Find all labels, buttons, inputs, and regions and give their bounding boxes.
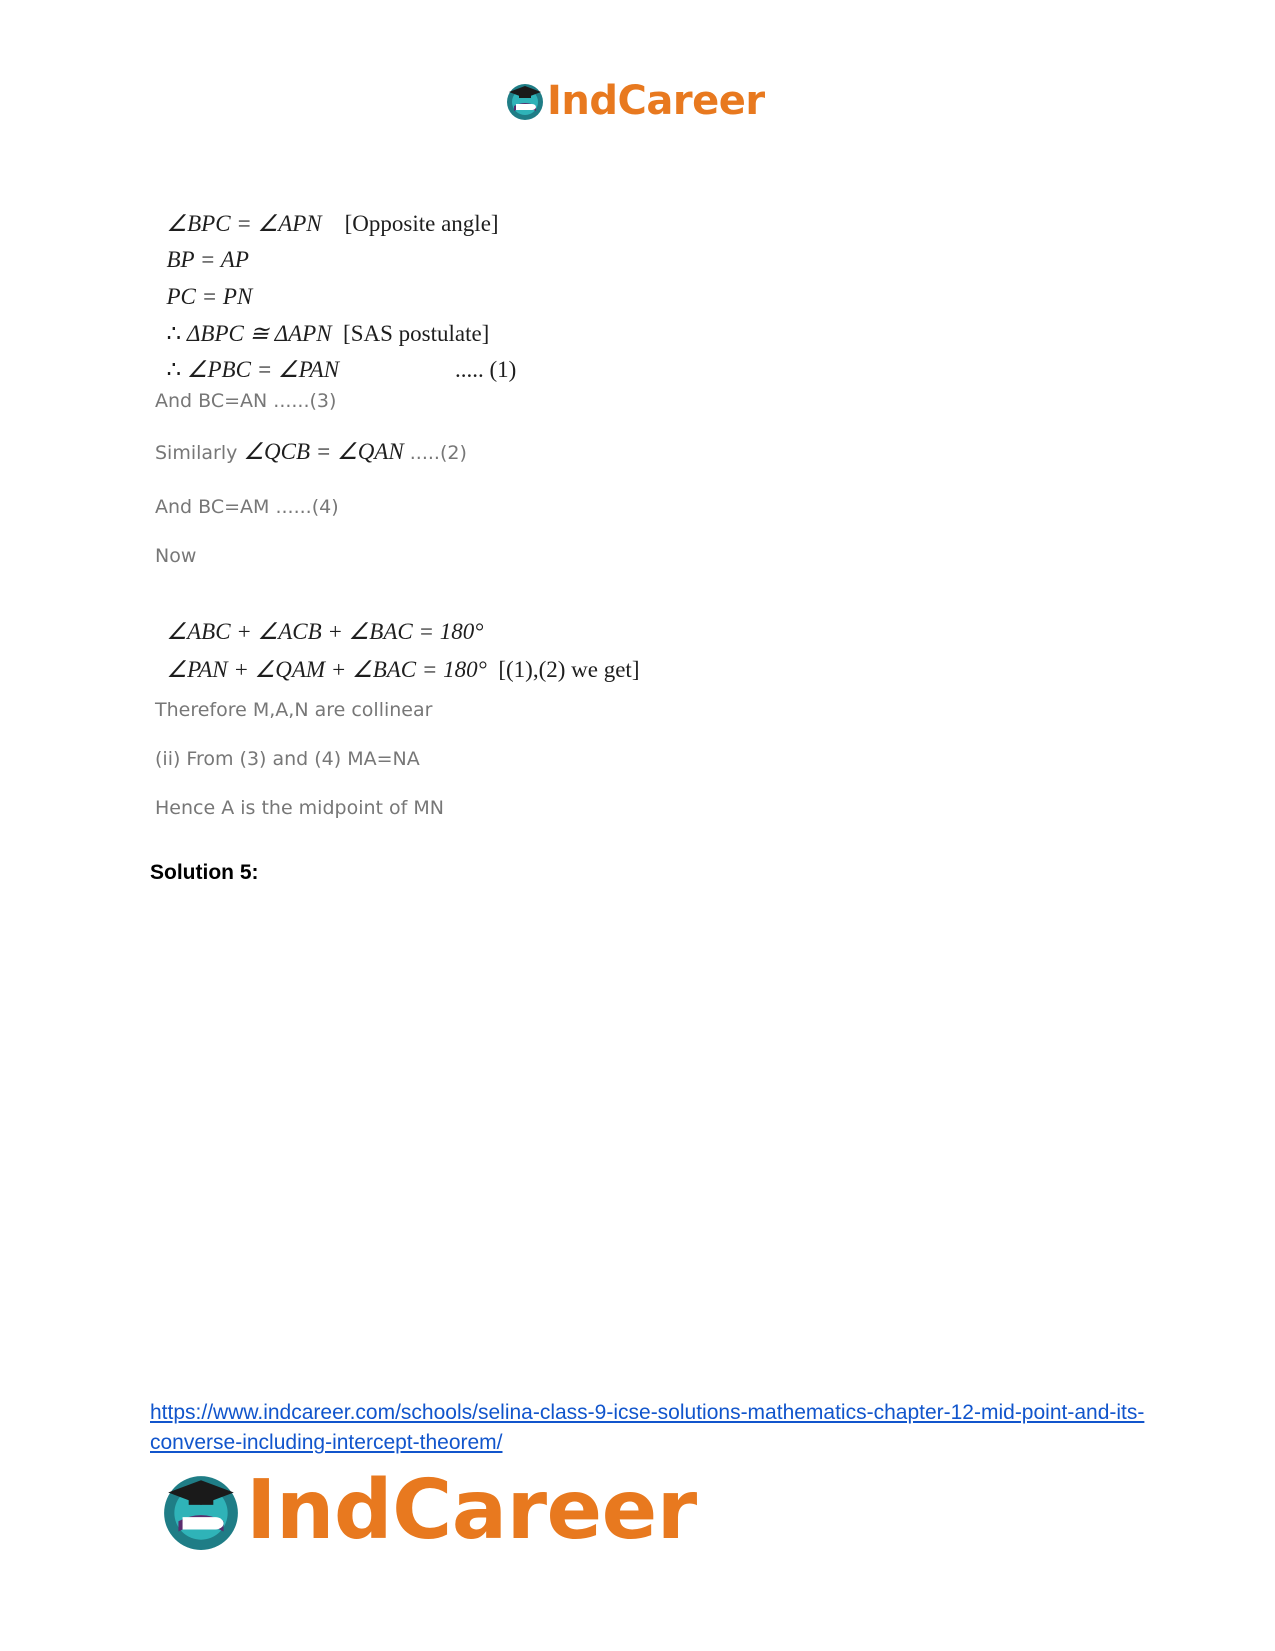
footer-link[interactable]: https://www.indcareer.com/schools/selina-class-9-icse-solutions-mathematics-chapter-12-mid-point-and-its-converse-including-intercept-theorem/ — [150, 1401, 1145, 1454]
therefore-symbol: ∴ — [166, 357, 182, 382]
graduation-cap-emblem-icon — [505, 81, 545, 121]
brand-wordmark: IndCareer — [246, 1463, 697, 1558]
reason: [(1),(2) we get] — [498, 657, 640, 682]
footer-logo — [160, 1463, 697, 1558]
conclusion-line-1: Therefore M,A,N are collinear — [155, 699, 433, 721]
therefore-symbol: ∴ — [166, 321, 182, 346]
graduation-cap-emblem-icon — [160, 1470, 242, 1552]
equation: ΔBPC ≅ ΔAPN — [186, 321, 332, 346]
equation: BP = AP — [166, 247, 249, 272]
step-line-2 — [155, 439, 467, 466]
equation-reference: ..... (1) — [455, 357, 517, 382]
equation: ∠ABC + ∠ACB + ∠BAC = 180° — [166, 619, 484, 644]
solution-heading: Solution 5: — [150, 861, 259, 884]
equation: ∠PAN + ∠QAM + ∠BAC = 180° — [166, 657, 487, 682]
angle-sum-line-2 — [155, 628, 639, 684]
equation: PC = PN — [166, 284, 253, 309]
inline-equation: ∠QCB = ∠QAN — [243, 439, 404, 464]
equation: ∠PBC = ∠PAN — [186, 357, 340, 382]
reason: [SAS postulate] — [343, 321, 490, 346]
reason: [Opposite angle] — [344, 211, 499, 236]
step-line-3: And BC=AM ......(4) — [155, 496, 339, 518]
step-text: .....(2) — [403, 442, 467, 464]
step-line-1: And BC=AN ......(3) — [155, 390, 337, 412]
step-text: Similarly — [155, 442, 244, 464]
step-line-4: Now — [155, 545, 197, 567]
conclusion-line-3: Hence A is the midpoint of MN — [155, 797, 444, 819]
conclusion-line-2: (ii) From (3) and (4) MA=NA — [155, 748, 420, 770]
header-logo — [505, 78, 765, 124]
brand-wordmark: IndCareer — [547, 78, 765, 124]
equation: ∠BPC = ∠APN — [166, 211, 322, 236]
